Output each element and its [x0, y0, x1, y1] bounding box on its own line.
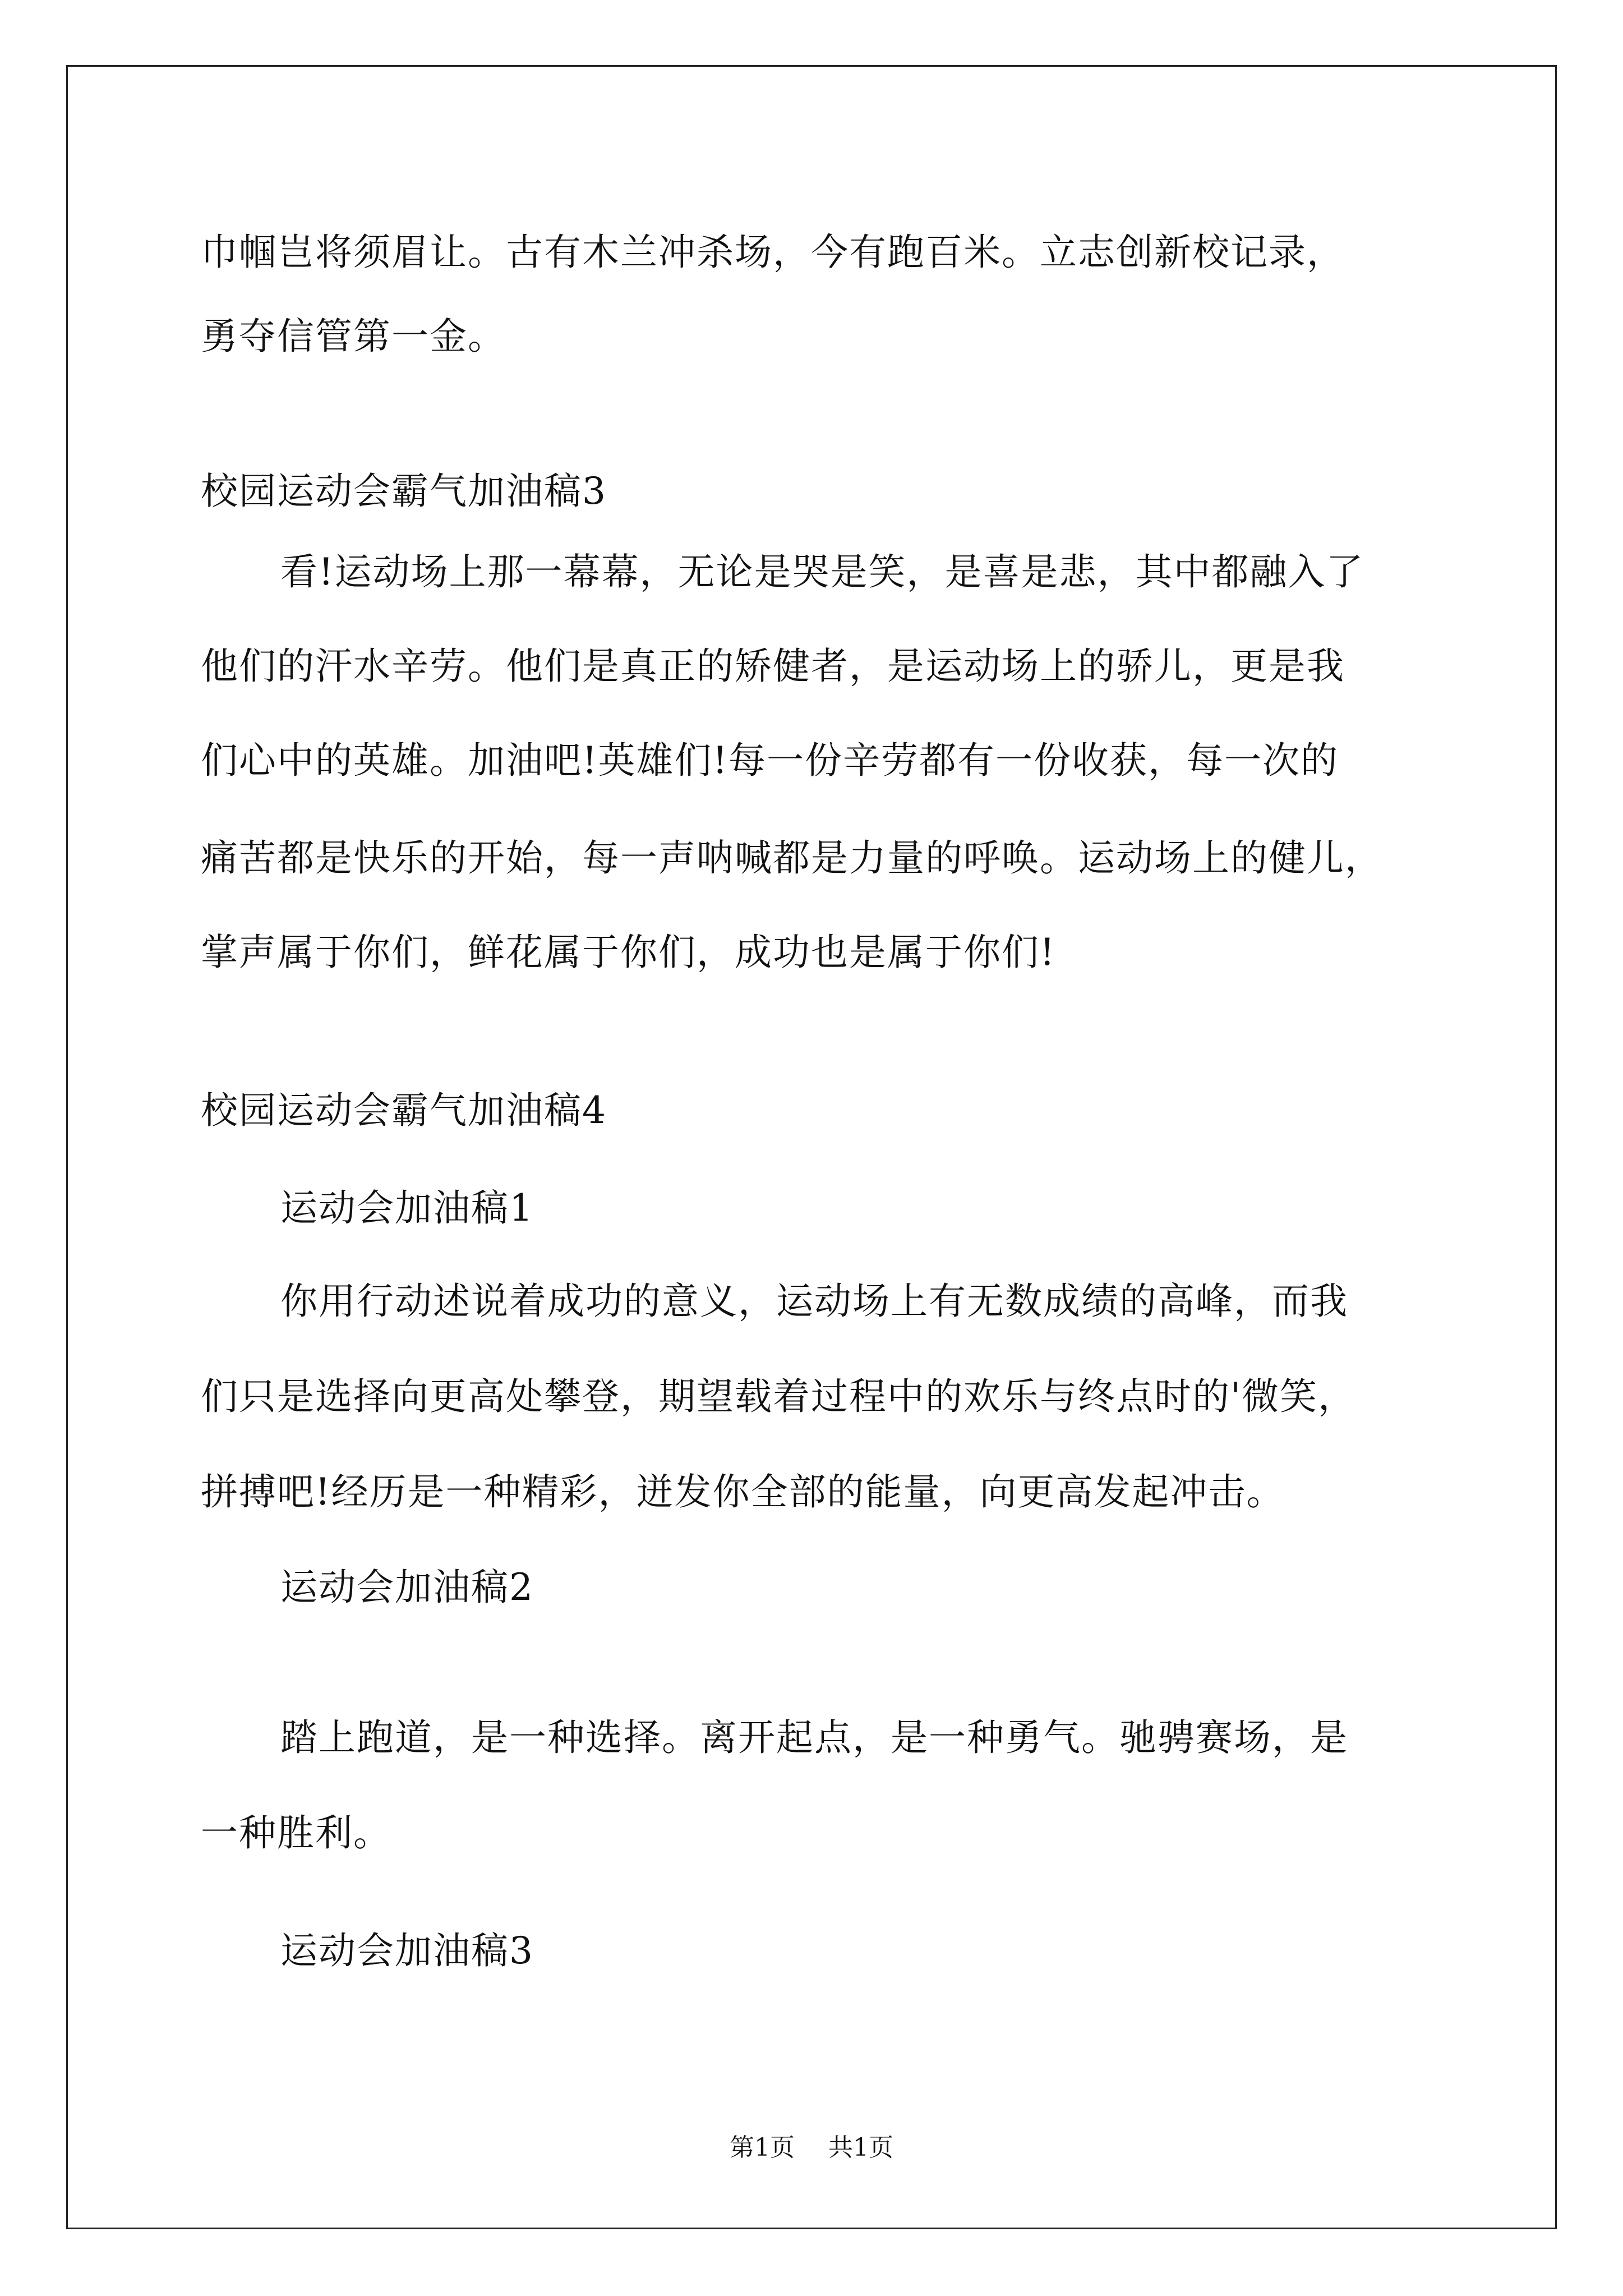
- sub-heading: 运动会加油稿1: [280, 1186, 534, 1230]
- section-heading: 校园运动会霸气加油稿3: [201, 470, 607, 513]
- sub-heading: 运动会加油稿3: [280, 1929, 534, 1972]
- page-border: [66, 65, 1557, 2229]
- sub-heading: 运动会加油稿2: [280, 1566, 534, 1609]
- body-line: 一种胜利。: [201, 1811, 391, 1855]
- body-line: 痛苦都是快乐的开始，每一声呐喊都是力量的呼唤。运动场上的健儿，: [201, 836, 1383, 880]
- page-total: 共1页: [828, 2133, 893, 2162]
- body-line: 勇夺信管第一金。: [201, 315, 506, 358]
- body-line: 巾帼岂将须眉让。古有木兰冲杀场，今有跑百米。立志创新校记录，: [201, 231, 1345, 274]
- page-number: 第1页: [730, 2133, 795, 2162]
- body-line: 掌声属于你们，鲜花属于你们，成功也是属于你们!: [201, 931, 1056, 974]
- page-footer: [0, 2133, 1623, 2163]
- body-line: 他们的汗水辛劳。他们是真正的矫健者，是运动场上的骄儿，更是我: [201, 645, 1345, 688]
- body-line: 踏上跑道，是一种选择。离开起点，是一种勇气。驰骋赛场，是: [280, 1716, 1348, 1759]
- section-heading: 校园运动会霸气加油稿4: [201, 1089, 607, 1132]
- body-line: 你用行动述说着成功的意义，运动场上有无数成绩的高峰，而我: [280, 1280, 1348, 1323]
- body-line: 拼搏吧!经历是一种精彩，迸发你全部的能量，向更高发起冲击。: [201, 1470, 1285, 1513]
- body-line: 看!运动场上那一幕幕，无论是哭是笑，是喜是悲，其中都融入了: [280, 550, 1364, 593]
- body-line: 们心中的英雄。加油吧!英雄们!每一份辛劳都有一份收获，每一次的: [201, 739, 1339, 782]
- body-line: 们只是选择向更高处攀登，期望载着过程中的欢乐与终点时的'微笑，: [201, 1375, 1357, 1418]
